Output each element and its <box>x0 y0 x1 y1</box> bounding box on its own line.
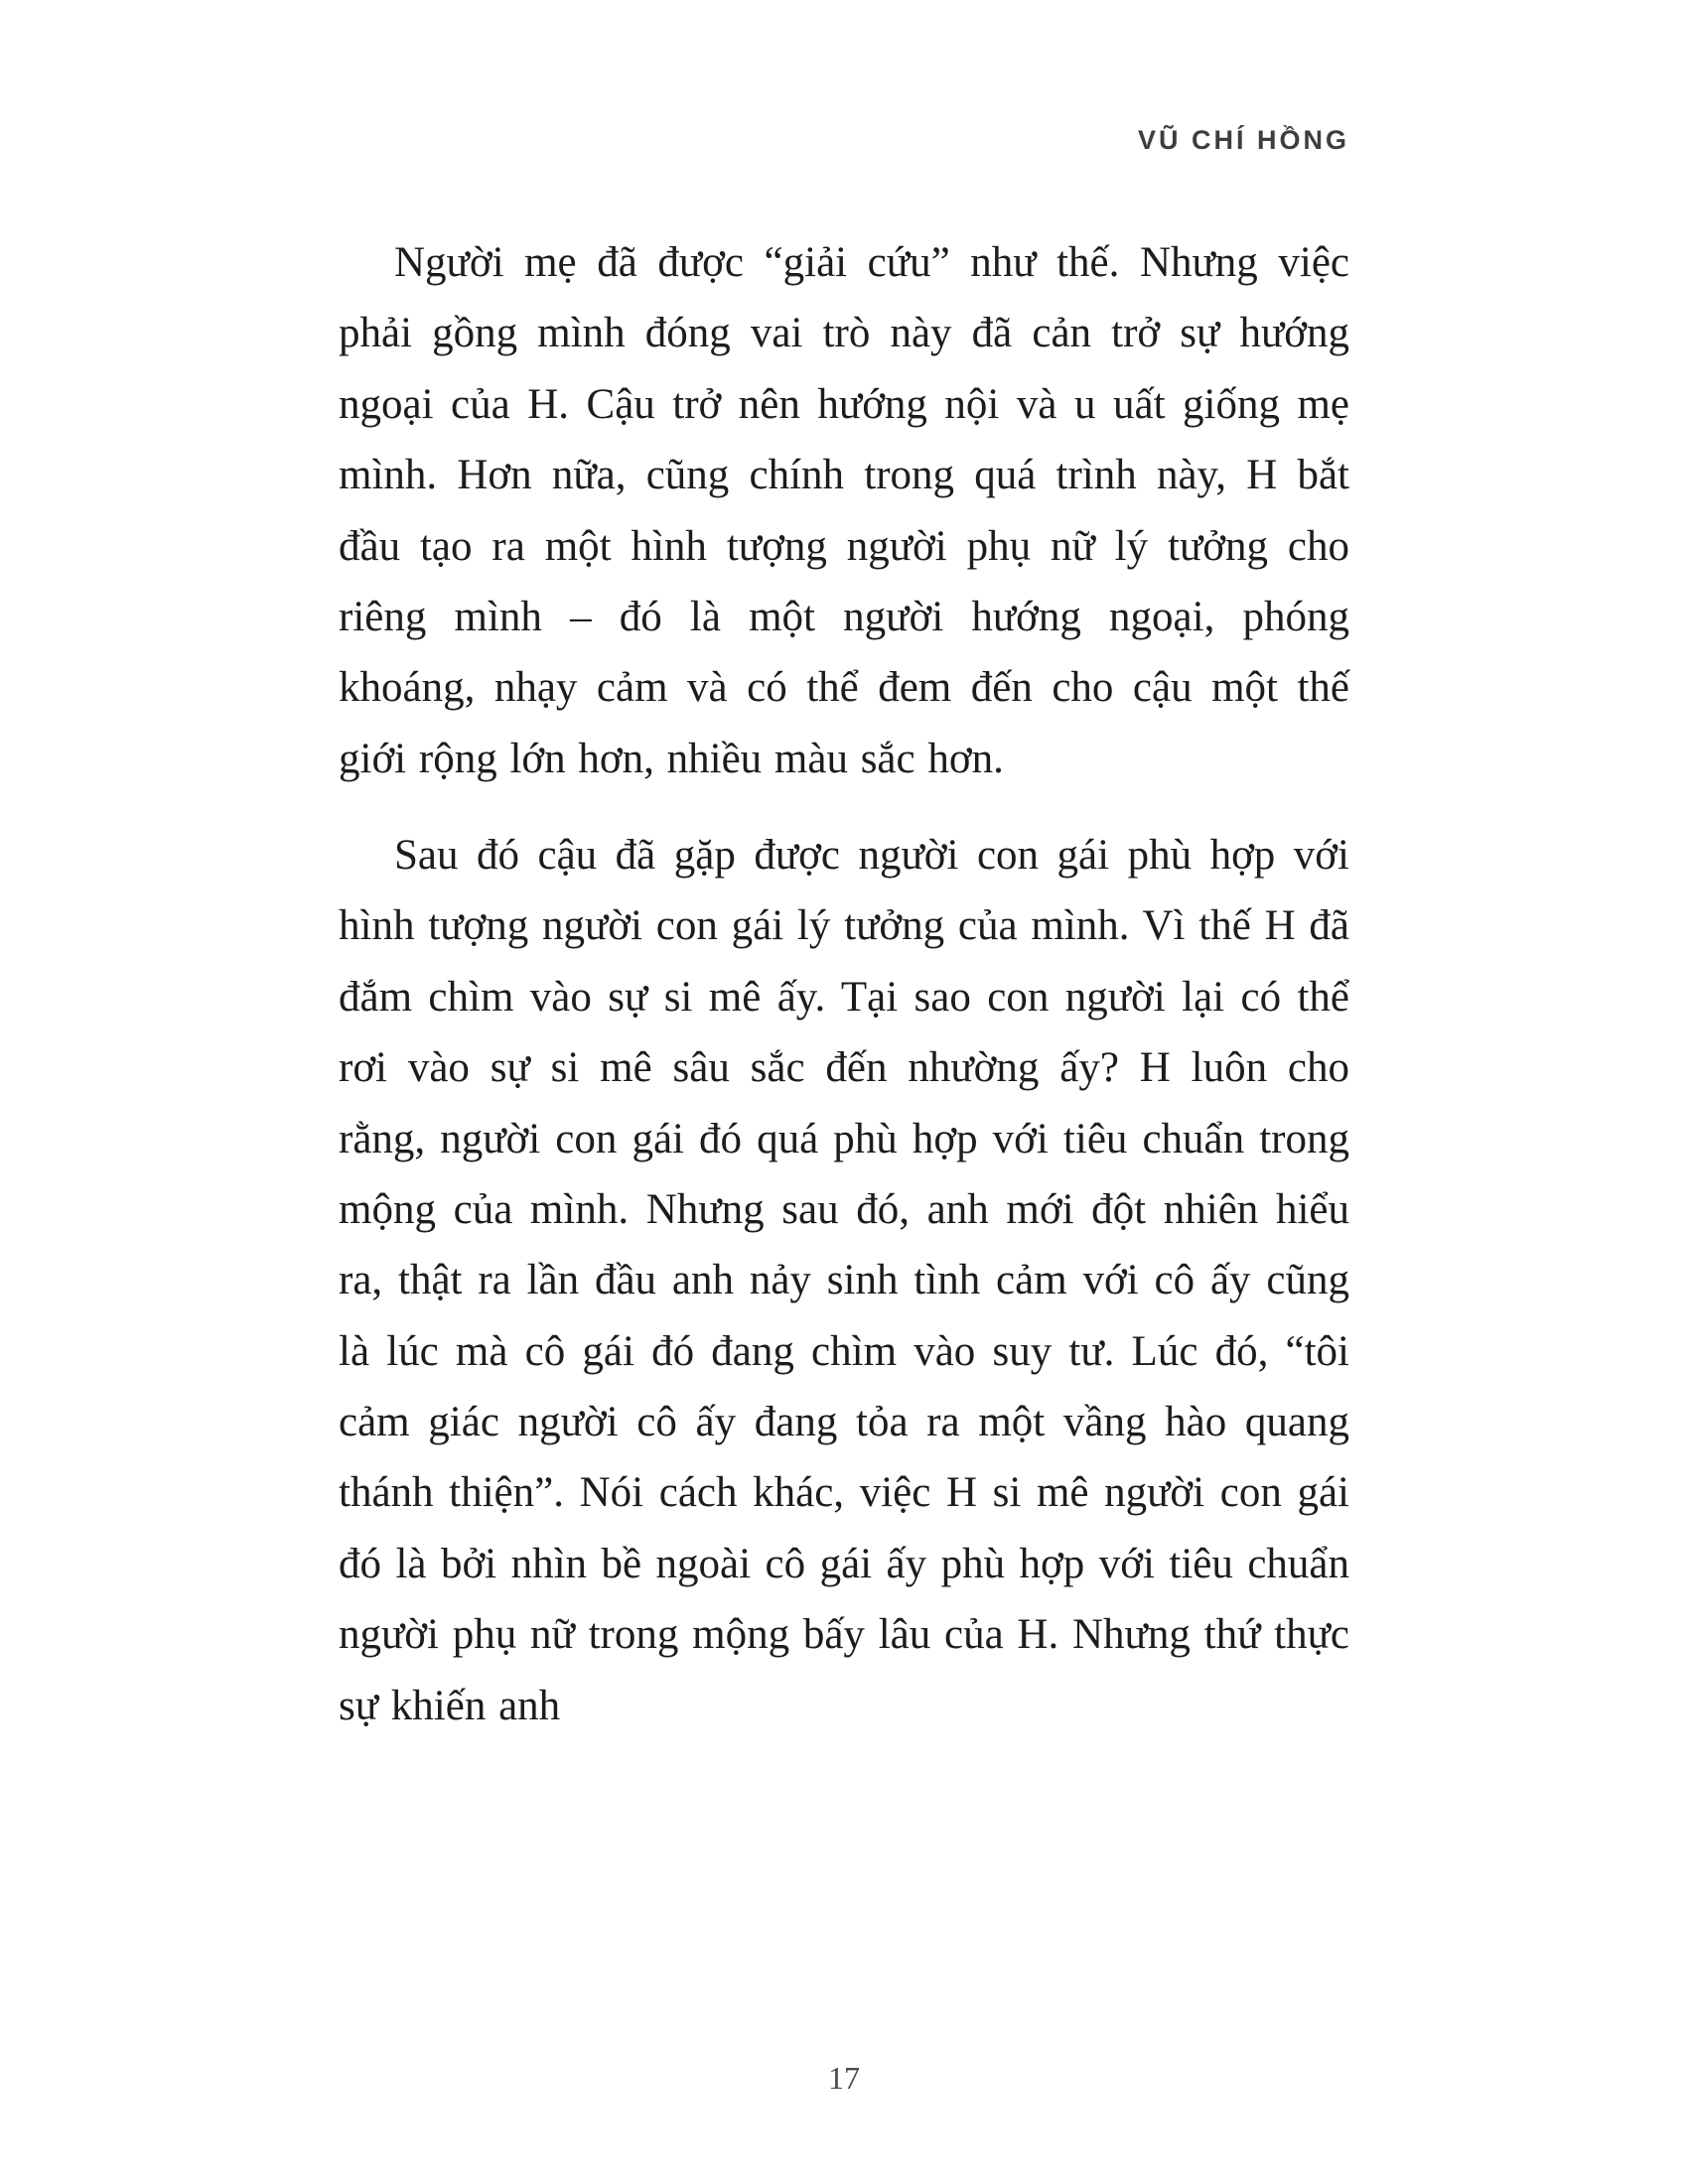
body-text <box>339 227 1349 1741</box>
paragraph-1: Người mẹ đã được “giải cứu” như thế. Nhưng việc phải gồng mình đóng vai trò này đã cản trở sự hướng ngoại của H. Cậu trở nên hướng nội và u uất giống mẹ mình. Hơn nữa, cũng chính trong quá trình này, H bắt đầu tạo ra một hình tượng người phụ nữ lý tưởng cho riêng mình – đó là một người hướng ngoại, phóng khoáng, nhạy cảm và có thể đem đến cho cậu một thế giới rộng lớn hơn, nhiều màu sắc hơn. <box>339 239 1349 782</box>
text-column <box>339 0 1349 1741</box>
running-header-author: VŨ CHÍ HỒNG <box>1137 125 1349 155</box>
page-number: 17 <box>828 2060 860 2096</box>
paragraph-2: Sau đó cậu đã gặp được người con gái phù hợp với hình tượng người con gái lý tưởng của mình. Vì thế H đã đắm chìm vào sự si mê ấy. Tại sao con người lại có thể rơi vào sự si mê sâu sắc đến nhường ấy? H luôn cho rằng, người con gái đó quá phù hợp với tiêu chuẩn trong mộng của mình. Nhưng sau đó, anh mới đột nhiên hiểu ra, thật ra lần đầu anh nảy sinh tình cảm với cô ấy cũng là lúc mà cô gái đó đang chìm vào suy tư. Lúc đó, “tôi cảm giác người cô ấy đang tỏa ra một vầng hào quang thánh thiện”. Nói cách khác, việc H si mê người con gái đó là bởi nhìn bề ngoài cô gái ấy phù hợp với tiêu chuẩn người phụ nữ trong mộng bấy lâu của H. Nhưng thứ thực sự khiến anh <box>339 832 1349 1729</box>
